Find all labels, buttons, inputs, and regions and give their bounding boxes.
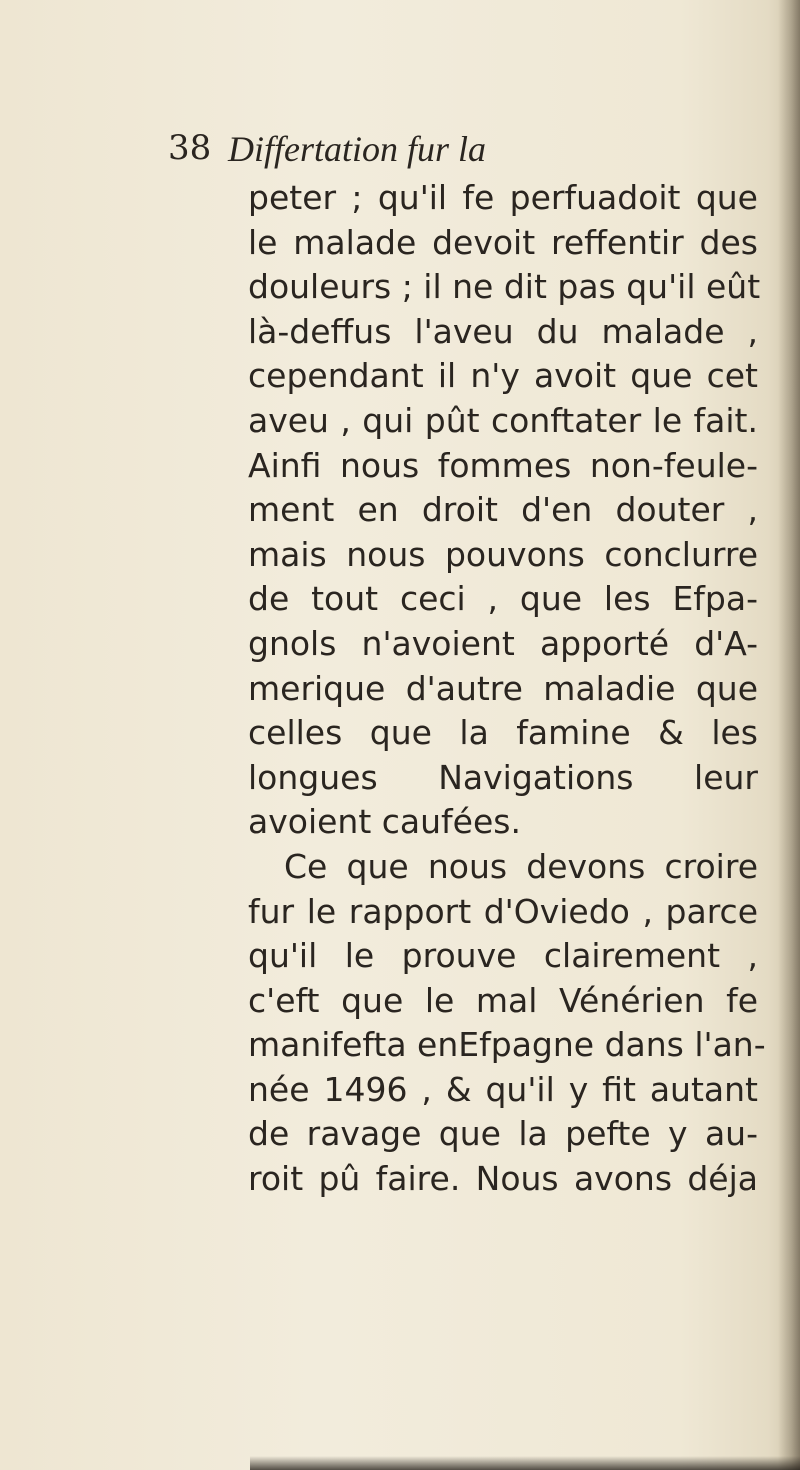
text-line: de ravage que la pefte y au- [248,1114,758,1154]
page-header [168,128,728,172]
text-line: là-deffus l'aveu du malade , [248,311,758,351]
text-line: gnols n'avoient apporté d'A- [248,623,758,663]
page-number: 38 [168,128,212,168]
text-line: le malade devoit reffentir des [248,222,758,262]
running-title: Differtation fur la [228,129,487,169]
text-line: mais nous pouvons conclurre [248,534,758,574]
body-text [248,176,766,1202]
text-line: roit pû faire. Nous avons déja [248,1159,758,1199]
text-line: ment en droit d'en douter , [248,490,758,530]
text-line: douleurs ; il ne dit pas qu'il eût [248,267,761,307]
text-line: aveu , qui pût conftater le fait. [248,400,758,440]
text-line: Ainfi nous fommes non-feule- [248,445,758,485]
text-line: celles que la famine & les [248,713,758,753]
page-edge-shadow [778,0,800,1470]
text-line: née 1496 , & qu'il y fit autant [248,1069,758,1109]
text-line: avoient caufées. [248,802,521,842]
text-line: Ce que nous devons croire [284,846,758,886]
text-line: longues Navigations leur [248,757,758,797]
text-line: peter ; qu'il fe perfuadoit que [248,178,758,217]
text-line: cependant il n'y avoit que cet [248,356,758,396]
text-line: manifefta enEfpagne dans l'an- [248,1025,766,1065]
text-line: fur le rapport d'Oviedo , parce [248,891,758,931]
text-line: qu'il le prouve clairement , [248,936,758,976]
text-line: de tout ceci , que les Efpa- [248,579,758,619]
text-line: merique d'autre maladie que [248,668,758,708]
text-line: c'eft que le mal Vénérien fe [248,980,758,1020]
page-bottom-edge [250,1456,800,1470]
